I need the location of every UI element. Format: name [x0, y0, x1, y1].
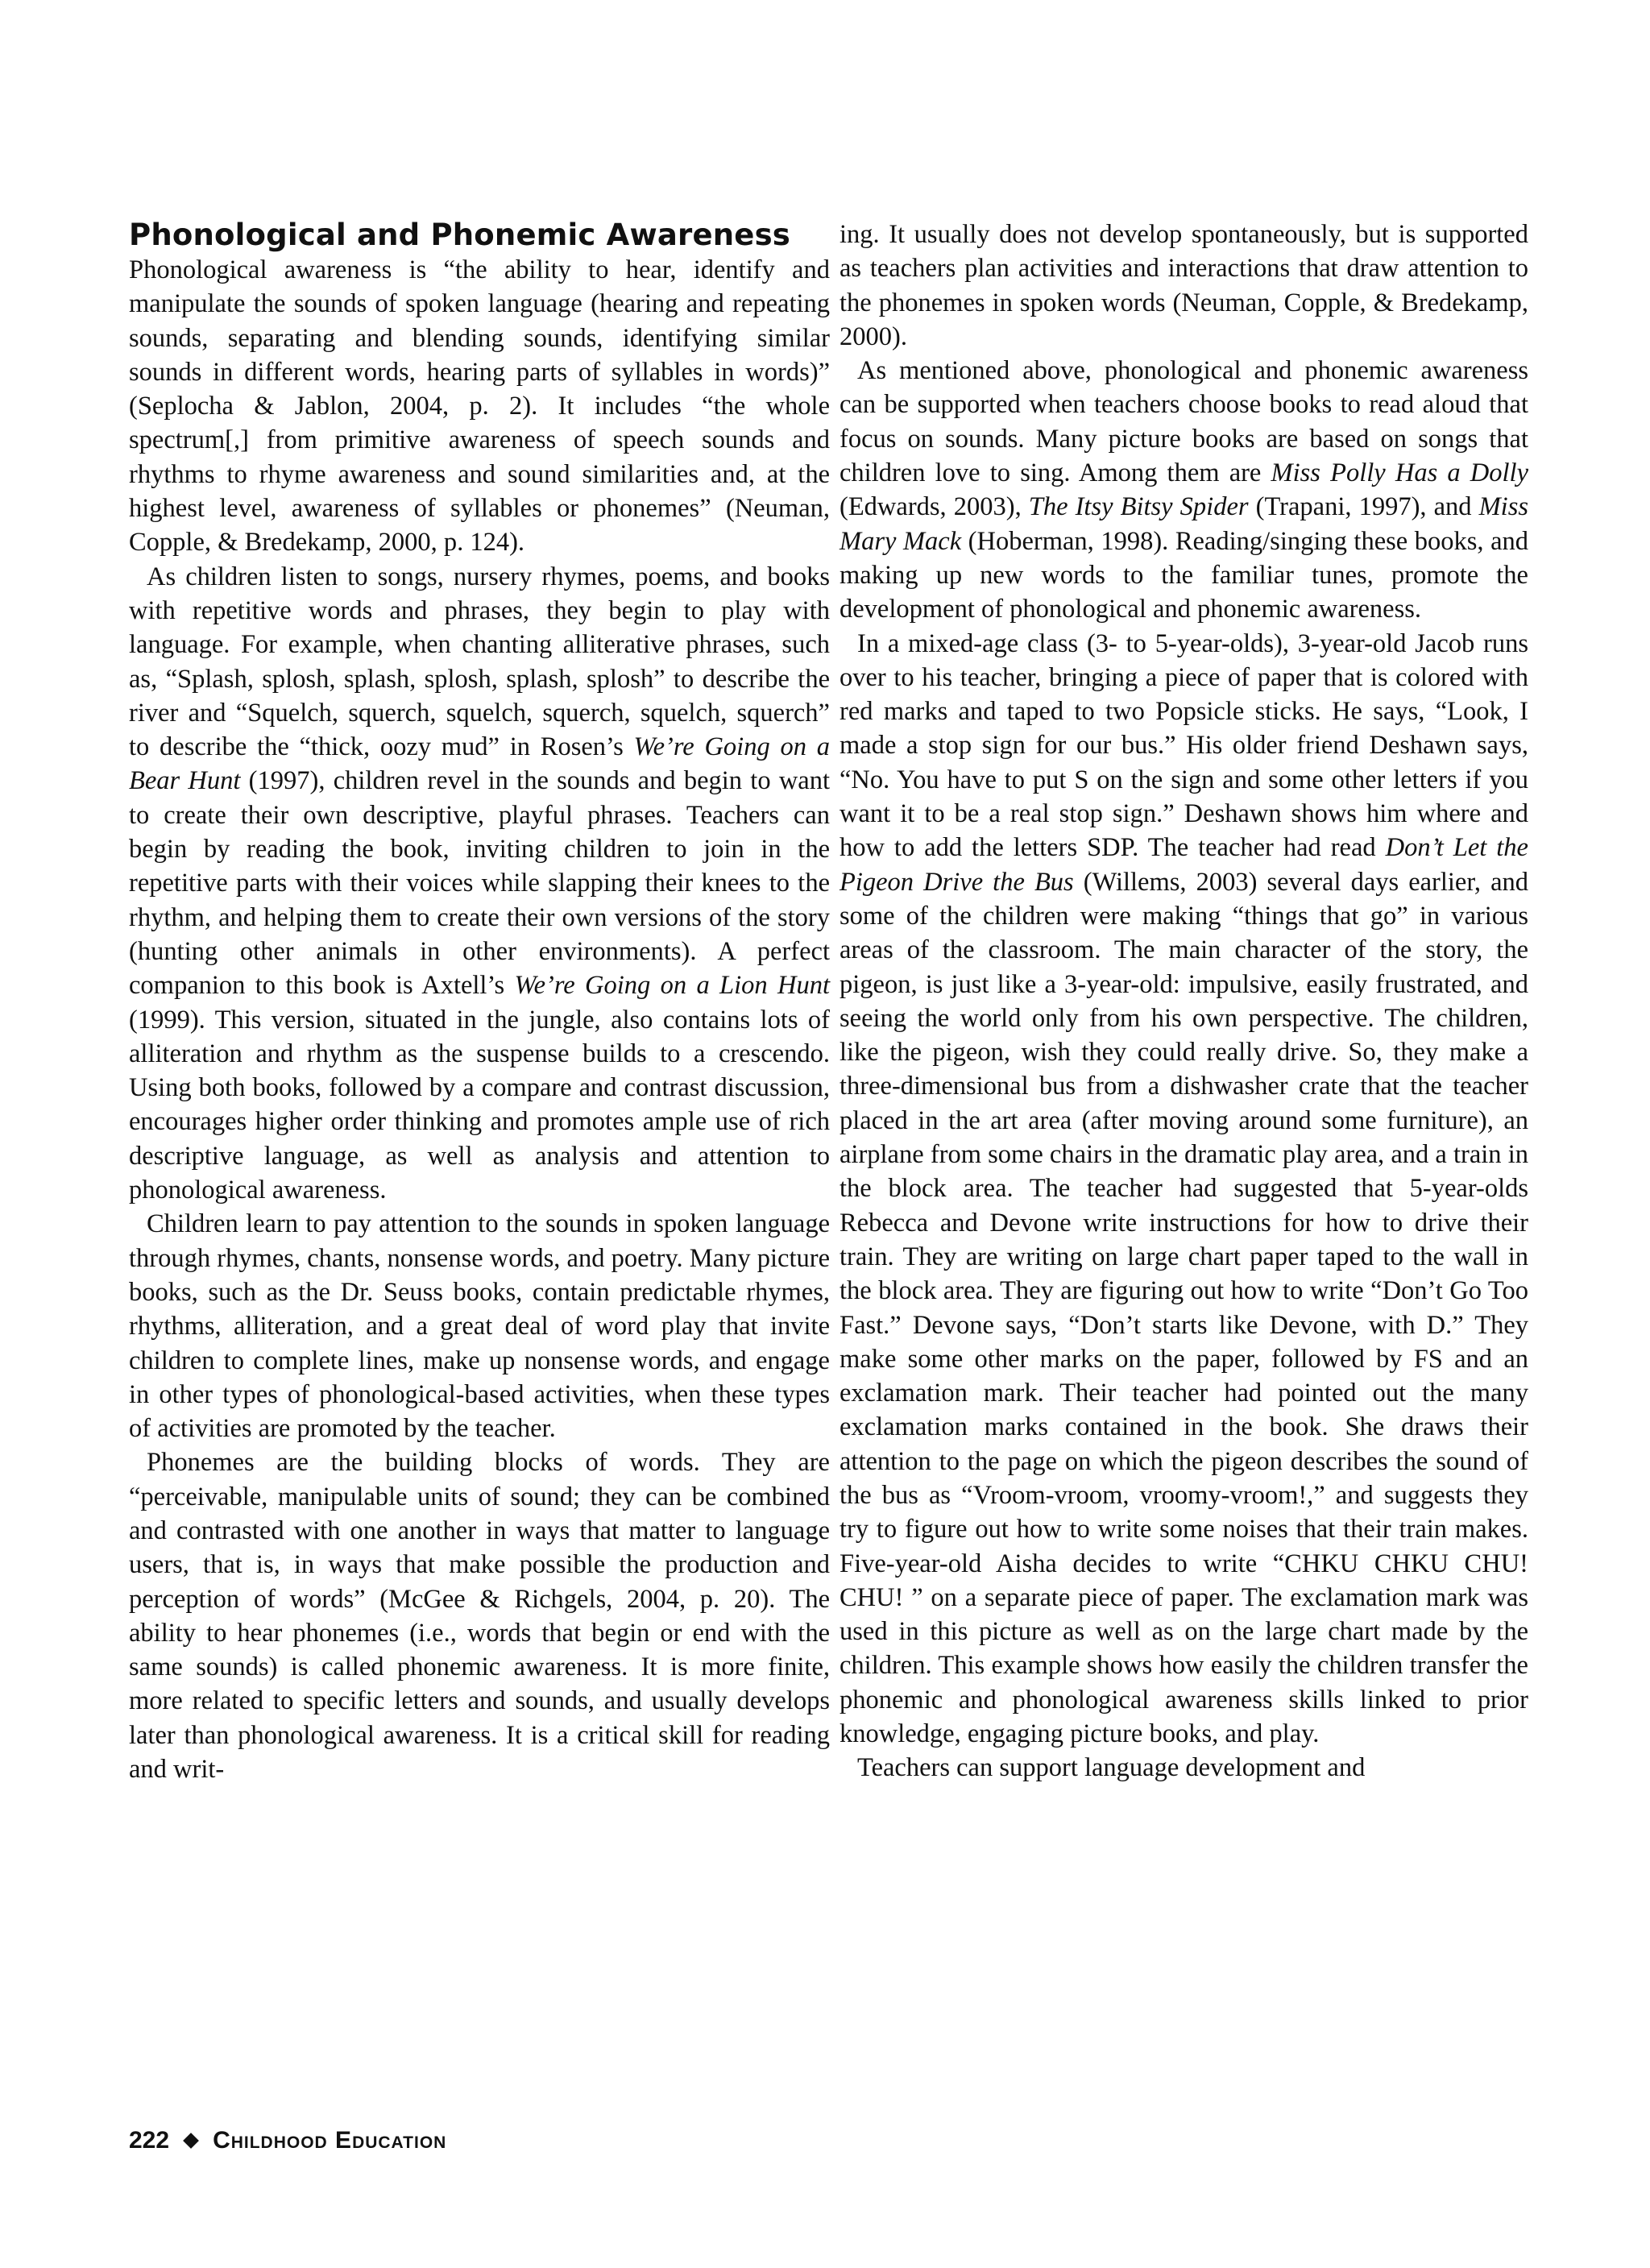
- page-number: 222: [129, 2127, 170, 2154]
- paragraph: In a mixed-age class (3- to 5-year-olds), 3-year-old Jacob runs over to his teacher, bringing a piece of paper that is colored with red marks and taped to two Popsicle sticks. He says, “Look, I made a stop sign for our bus.” His older friend Deshawn says, “No. You have to put S on the sign and some other letters if you want it to be a real stop sign.” Deshawn shows him where and how to add the letters SDP. The teacher had read Don’t Let the Pigeon Drive the Bus (Willems, 2003) several days earlier, and some of the children were making “things that go” in various areas of the classroom. The main character of the story, the pigeon, is just like a 3-year-old: impulsive, easily frustrated, and seeing the world only from his own perspective. The children, like the pigeon, wish they could really drive. So, they make a three-dimensional bus from a dishwasher crate that the teacher placed in the art area (after moving around some furniture), an airplane from some chairs in the dramatic play area, and a train in the block area. The teacher had suggested that 5-year-olds Rebecca and Devone write instructions for how to drive their train. They are writing on large chart paper taped to the wall in the block area. They are figuring out how to write “Don’t Go Too Fast.” Devone says, “Don’t starts like Devone, with D.” They make some other marks on the paper, followed by FS and an exclamation mark. Their teacher had pointed out the many exclamation marks contained in the book. She draws their attention to the page on which the pigeon describes the sound of the bus as “Vroom-vroom, vroomy-vroom!,” and suggests they try to figure out how to write some noises that their train makes. Five-year-old Aisha decides to write “CHKU CHKU CHU! CHU! ” on a separate piece of paper. The exclamation mark was used in this picture as well as on the large chart made by the children. This example shows how easily the children transfer the phonemic and phonological awareness skills linked to prior knowledge, engaging picture books, and play.: [840, 628, 1528, 1749]
- paragraph: Phonemes are the building blocks of words. They are “perceivable, manipulable units of sound; they can be combined and contrasted with one another in ways that matter to language users, that is, in ways that make possible the production and perception of words” (McGee & Richgels, 2004, p. 20). The ability to hear phonemes (i.e., words that begin or end with the same sounds) is called phonemic awareness. It is more finite, more related to specific letters and sounds, and usually develops later than phonological awareness. It is a critical skill for reading and writ-: [129, 1448, 830, 1785]
- paragraph: As children listen to songs, nursery rhymes, poems, and books with repetitive words and phrases, they begin to play with language. For example, when chanting alliterative phrases, such as, “Splash, splosh, splash, splosh, splash, splosh” to describe the river and “Squelch, squerch, squelch, squerch, squelch, squerch” to describe the “thick, oozy mud” in Rosen’s We’re Going on a Bear Hunt (1997), children revel in the sounds and begin to want to create their own descriptive, playful phrases. Teachers can begin by reading the book, inviting children to join in the repetitive parts with their voices while slapping their knees to the rhythm, and helping them to create their own versions of the story (hunting other animals in other environments). A perfect companion to this book is Axtell’s We’re Going on a Lion Hunt (1999). This version, situated in the jungle, also contains lots of alliteration and rhythm as the suspense builds to a crescendo. Using both books, followed by a compare and contrast discussion, encourages higher order thinking and promotes ample use of rich descriptive language, as well as analysis and attention to phonological awareness.: [129, 562, 830, 1205]
- paragraph: Phonological awareness is “the ability to hear, identify and manipulate the sounds of spoken language (hearing and repeating sounds, separating and blending sounds, identifying similar sounds in different words, hearing parts of syllables in words)” (Seplocha & Jablon, 2004, p. 2). It includes “the whole spectrum[,] from primitive awareness of speech sounds and rhythms to rhyme awareness and sound similarities and, at the highest level, awareness of syllables or phonemes” (Neuman, Copple, & Bredekamp, 2000, p. 124).: [129, 255, 830, 558]
- page-footer: [129, 2127, 446, 2154]
- book-title: We’re Going on a Bear Hunt: [129, 732, 830, 796]
- book-title: We’re Going on a Lion Hunt: [514, 971, 830, 1001]
- book-title: Miss Mary Mack: [840, 492, 1529, 556]
- diamond-icon: [183, 2133, 199, 2149]
- journal-name: Childhood Education: [213, 2127, 447, 2154]
- right-column: [840, 218, 1528, 1785]
- book-title: Don’t Let the Pigeon Drive the Bus: [840, 833, 1528, 897]
- paragraph: Teachers can support language development and: [857, 1753, 1366, 1783]
- paragraph: Children learn to pay attention to the sounds in spoken language through rhymes, chants, nonsense words, and poetry. Many picture books, such as the Dr. Seuss books, contain predictable rhymes, rhythms, alliteration, and a great deal of word play that invite children to complete lines, make up nonsense words, and engage in other types of phonological-based activities, when these types of activities are promoted by the teacher.: [129, 1209, 830, 1444]
- paragraph: As mentioned above, phonological and phonemic awareness can be supported when teachers choose books to read aloud that focus on sounds. Many picture books are based on songs that children love to sing. Among them are Miss Polly Has a Dolly (Edwards, 2003), The Itsy Bitsy Spider (Trapani, 1997), and Miss Mary Mack (Hoberman, 1998). Reading/singing these books, and making up new words to the familiar tunes, promote the development of phonological and phonemic awareness.: [840, 356, 1529, 624]
- book-title: The Itsy Bitsy Spider: [1028, 492, 1249, 522]
- section-heading: Phonological and Phonemic Awareness: [129, 218, 791, 252]
- left-column: [129, 218, 830, 1786]
- paragraph: ing. It usually does not develop spontaneously, but is supported as teachers plan activities and interactions that draw attention to the phonemes in spoken words (Neuman, Copple, & Bredekamp, 2000).: [840, 220, 1528, 351]
- book-title: Miss Polly Has a Dolly: [1271, 458, 1528, 488]
